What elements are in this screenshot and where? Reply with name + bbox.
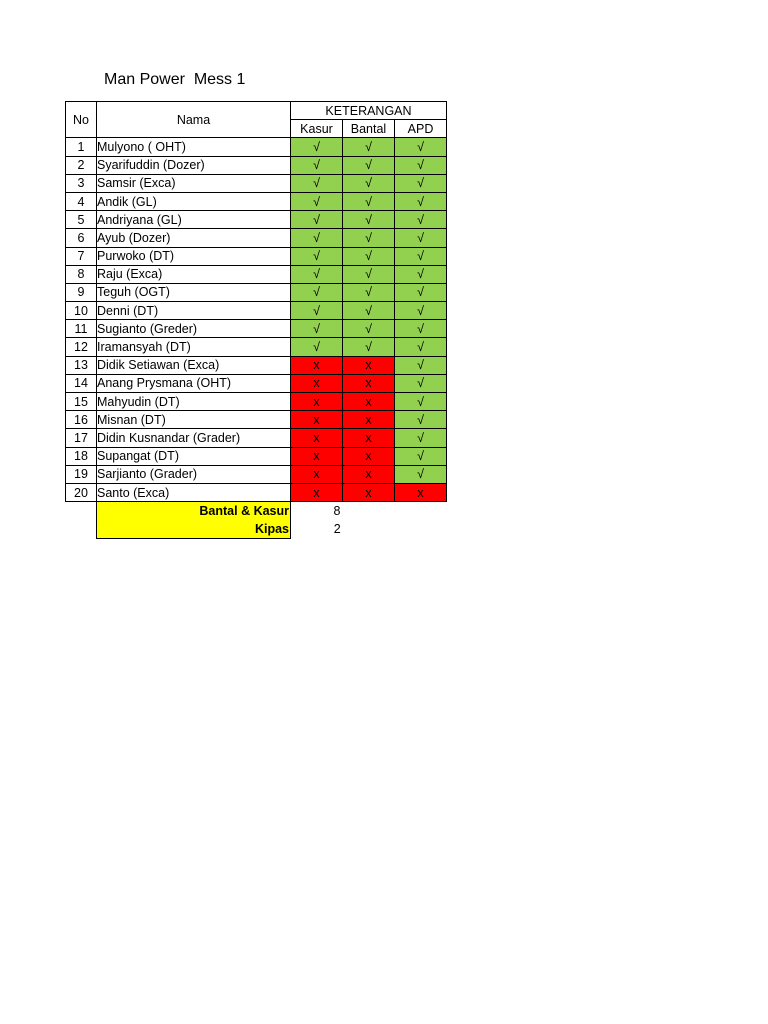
table-body <box>66 138 447 502</box>
row-number: 5 <box>66 211 97 229</box>
table-row <box>66 447 447 465</box>
table-row <box>66 211 447 229</box>
sheet-title: Man Power Mess 1 <box>104 71 246 88</box>
table-row <box>66 429 447 447</box>
row-number: 16 <box>66 411 97 429</box>
status-cell-apd: √ <box>395 356 447 374</box>
status-cell-bantal: x <box>343 356 395 374</box>
row-nama: Didin Kusnandar (Grader) <box>97 429 291 447</box>
table-row <box>66 338 447 356</box>
row-number: 3 <box>66 174 97 192</box>
table-row <box>66 283 447 301</box>
summary-body <box>97 502 384 539</box>
summary-value: 8 <box>333 504 341 518</box>
row-number: 13 <box>66 356 97 374</box>
table-row <box>66 465 447 483</box>
row-nama: Iramansyah (DT) <box>97 338 291 356</box>
row-number: 7 <box>66 247 97 265</box>
row-nama: Syarifuddin (Dozer) <box>97 156 291 174</box>
row-nama: Samsir (Exca) <box>97 174 291 192</box>
table-row <box>66 247 447 265</box>
table-row <box>66 483 447 501</box>
status-cell-apd: √ <box>395 465 447 483</box>
table-row <box>66 229 447 247</box>
table-row <box>66 411 447 429</box>
row-nama: Andik (GL) <box>97 192 291 210</box>
table-row <box>66 302 447 320</box>
status-cell-apd: √ <box>395 247 447 265</box>
summary-row <box>97 502 384 520</box>
status-cell-bantal: √ <box>343 283 395 301</box>
status-cell-apd: √ <box>395 338 447 356</box>
row-number: 12 <box>66 338 97 356</box>
status-cell-bantal: √ <box>343 211 395 229</box>
row-nama: Sugianto (Greder) <box>97 320 291 338</box>
status-cell-apd: √ <box>395 265 447 283</box>
status-cell-bantal: x <box>343 374 395 392</box>
status-cell-kasur: √ <box>291 302 343 320</box>
table-row <box>66 265 447 283</box>
row-nama: Teguh (OGT) <box>97 283 291 301</box>
status-cell-bantal: x <box>343 465 395 483</box>
status-cell-bantal: x <box>343 429 395 447</box>
status-cell-bantal: √ <box>343 247 395 265</box>
row-number: 4 <box>66 192 97 210</box>
status-cell-apd: √ <box>395 229 447 247</box>
status-cell-bantal: √ <box>343 138 395 156</box>
status-cell-apd: √ <box>395 174 447 192</box>
status-cell-kasur: √ <box>291 156 343 174</box>
status-cell-apd: √ <box>395 211 447 229</box>
status-cell-kasur: x <box>291 411 343 429</box>
row-nama: Didik Setiawan (Exca) <box>97 356 291 374</box>
manpower-table <box>65 101 447 502</box>
table-row <box>66 320 447 338</box>
status-cell-kasur: √ <box>291 338 343 356</box>
summary-table <box>96 502 384 539</box>
status-cell-kasur: √ <box>291 247 343 265</box>
row-nama: Ayub (Dozer) <box>97 229 291 247</box>
row-nama: Andriyana (GL) <box>97 211 291 229</box>
status-cell-kasur: x <box>291 447 343 465</box>
status-cell-bantal: x <box>343 393 395 411</box>
status-cell-apd: √ <box>395 302 447 320</box>
header-keterangan: KETERANGAN <box>291 102 447 120</box>
header-kasur: Kasur <box>291 120 343 138</box>
status-cell-kasur: x <box>291 483 343 501</box>
status-cell-kasur: x <box>291 465 343 483</box>
status-cell-kasur: √ <box>291 283 343 301</box>
header-bantal: Bantal <box>343 120 395 138</box>
table-row <box>66 356 447 374</box>
status-cell-bantal: √ <box>343 174 395 192</box>
status-cell-apd: √ <box>395 283 447 301</box>
status-cell-bantal: √ <box>343 229 395 247</box>
status-cell-kasur: √ <box>291 265 343 283</box>
status-cell-bantal: x <box>343 483 395 501</box>
row-nama: Supangat (DT) <box>97 447 291 465</box>
status-cell-apd: √ <box>395 393 447 411</box>
status-cell-apd: x <box>395 483 447 501</box>
summary-value: 2 <box>333 522 341 537</box>
row-nama: Sarjianto (Grader) <box>97 465 291 483</box>
header-nama: Nama <box>97 102 291 138</box>
status-cell-apd: √ <box>395 138 447 156</box>
row-number: 17 <box>66 429 97 447</box>
status-cell-kasur: √ <box>291 229 343 247</box>
row-nama: Raju (Exca) <box>97 265 291 283</box>
status-cell-bantal: √ <box>343 156 395 174</box>
row-number: 1 <box>66 138 97 156</box>
status-cell-kasur: x <box>291 393 343 411</box>
summary-label: Bantal & Kasur <box>97 502 291 520</box>
table-row <box>66 174 447 192</box>
row-nama: Santo (Exca) <box>97 483 291 501</box>
row-number: 14 <box>66 374 97 392</box>
header-apd: APD <box>395 120 447 138</box>
status-cell-apd: √ <box>395 156 447 174</box>
status-cell-kasur: x <box>291 356 343 374</box>
status-cell-bantal: √ <box>343 338 395 356</box>
row-nama: Mulyono ( OHT) <box>97 138 291 156</box>
row-nama: Mahyudin (DT) <box>97 393 291 411</box>
row-number: 11 <box>66 320 97 338</box>
status-cell-apd: √ <box>395 429 447 447</box>
table-row <box>66 192 447 210</box>
summary-label: Kipas <box>97 520 291 539</box>
status-cell-kasur: √ <box>291 192 343 210</box>
row-number: 6 <box>66 229 97 247</box>
header-no: No <box>66 102 97 138</box>
status-cell-kasur: √ <box>291 138 343 156</box>
status-cell-kasur: x <box>291 374 343 392</box>
row-number: 10 <box>66 302 97 320</box>
row-nama: Misnan (DT) <box>97 411 291 429</box>
row-number: 19 <box>66 465 97 483</box>
table-row <box>66 138 447 156</box>
row-number: 20 <box>66 483 97 501</box>
row-number: 15 <box>66 393 97 411</box>
status-cell-kasur: √ <box>291 211 343 229</box>
status-cell-apd: √ <box>395 411 447 429</box>
status-cell-bantal: x <box>343 411 395 429</box>
status-cell-kasur: √ <box>291 174 343 192</box>
table-row <box>66 374 447 392</box>
status-cell-bantal: x <box>343 447 395 465</box>
status-cell-apd: √ <box>395 320 447 338</box>
status-cell-kasur: x <box>291 429 343 447</box>
row-nama: Denni (DT) <box>97 302 291 320</box>
status-cell-apd: √ <box>395 192 447 210</box>
row-number: 8 <box>66 265 97 283</box>
row-nama: Purwoko (DT) <box>97 247 291 265</box>
status-cell-bantal: √ <box>343 265 395 283</box>
header-row-top <box>66 102 447 120</box>
row-number: 9 <box>66 283 97 301</box>
status-cell-bantal: √ <box>343 320 395 338</box>
row-number: 2 <box>66 156 97 174</box>
summary-row <box>97 520 384 539</box>
status-cell-apd: √ <box>395 447 447 465</box>
status-cell-bantal: √ <box>343 302 395 320</box>
status-cell-bantal: √ <box>343 192 395 210</box>
table-row <box>66 156 447 174</box>
row-number: 18 <box>66 447 97 465</box>
status-cell-kasur: √ <box>291 320 343 338</box>
row-nama: Anang Prysmana (OHT) <box>97 374 291 392</box>
status-cell-apd: √ <box>395 374 447 392</box>
table-row <box>66 393 447 411</box>
